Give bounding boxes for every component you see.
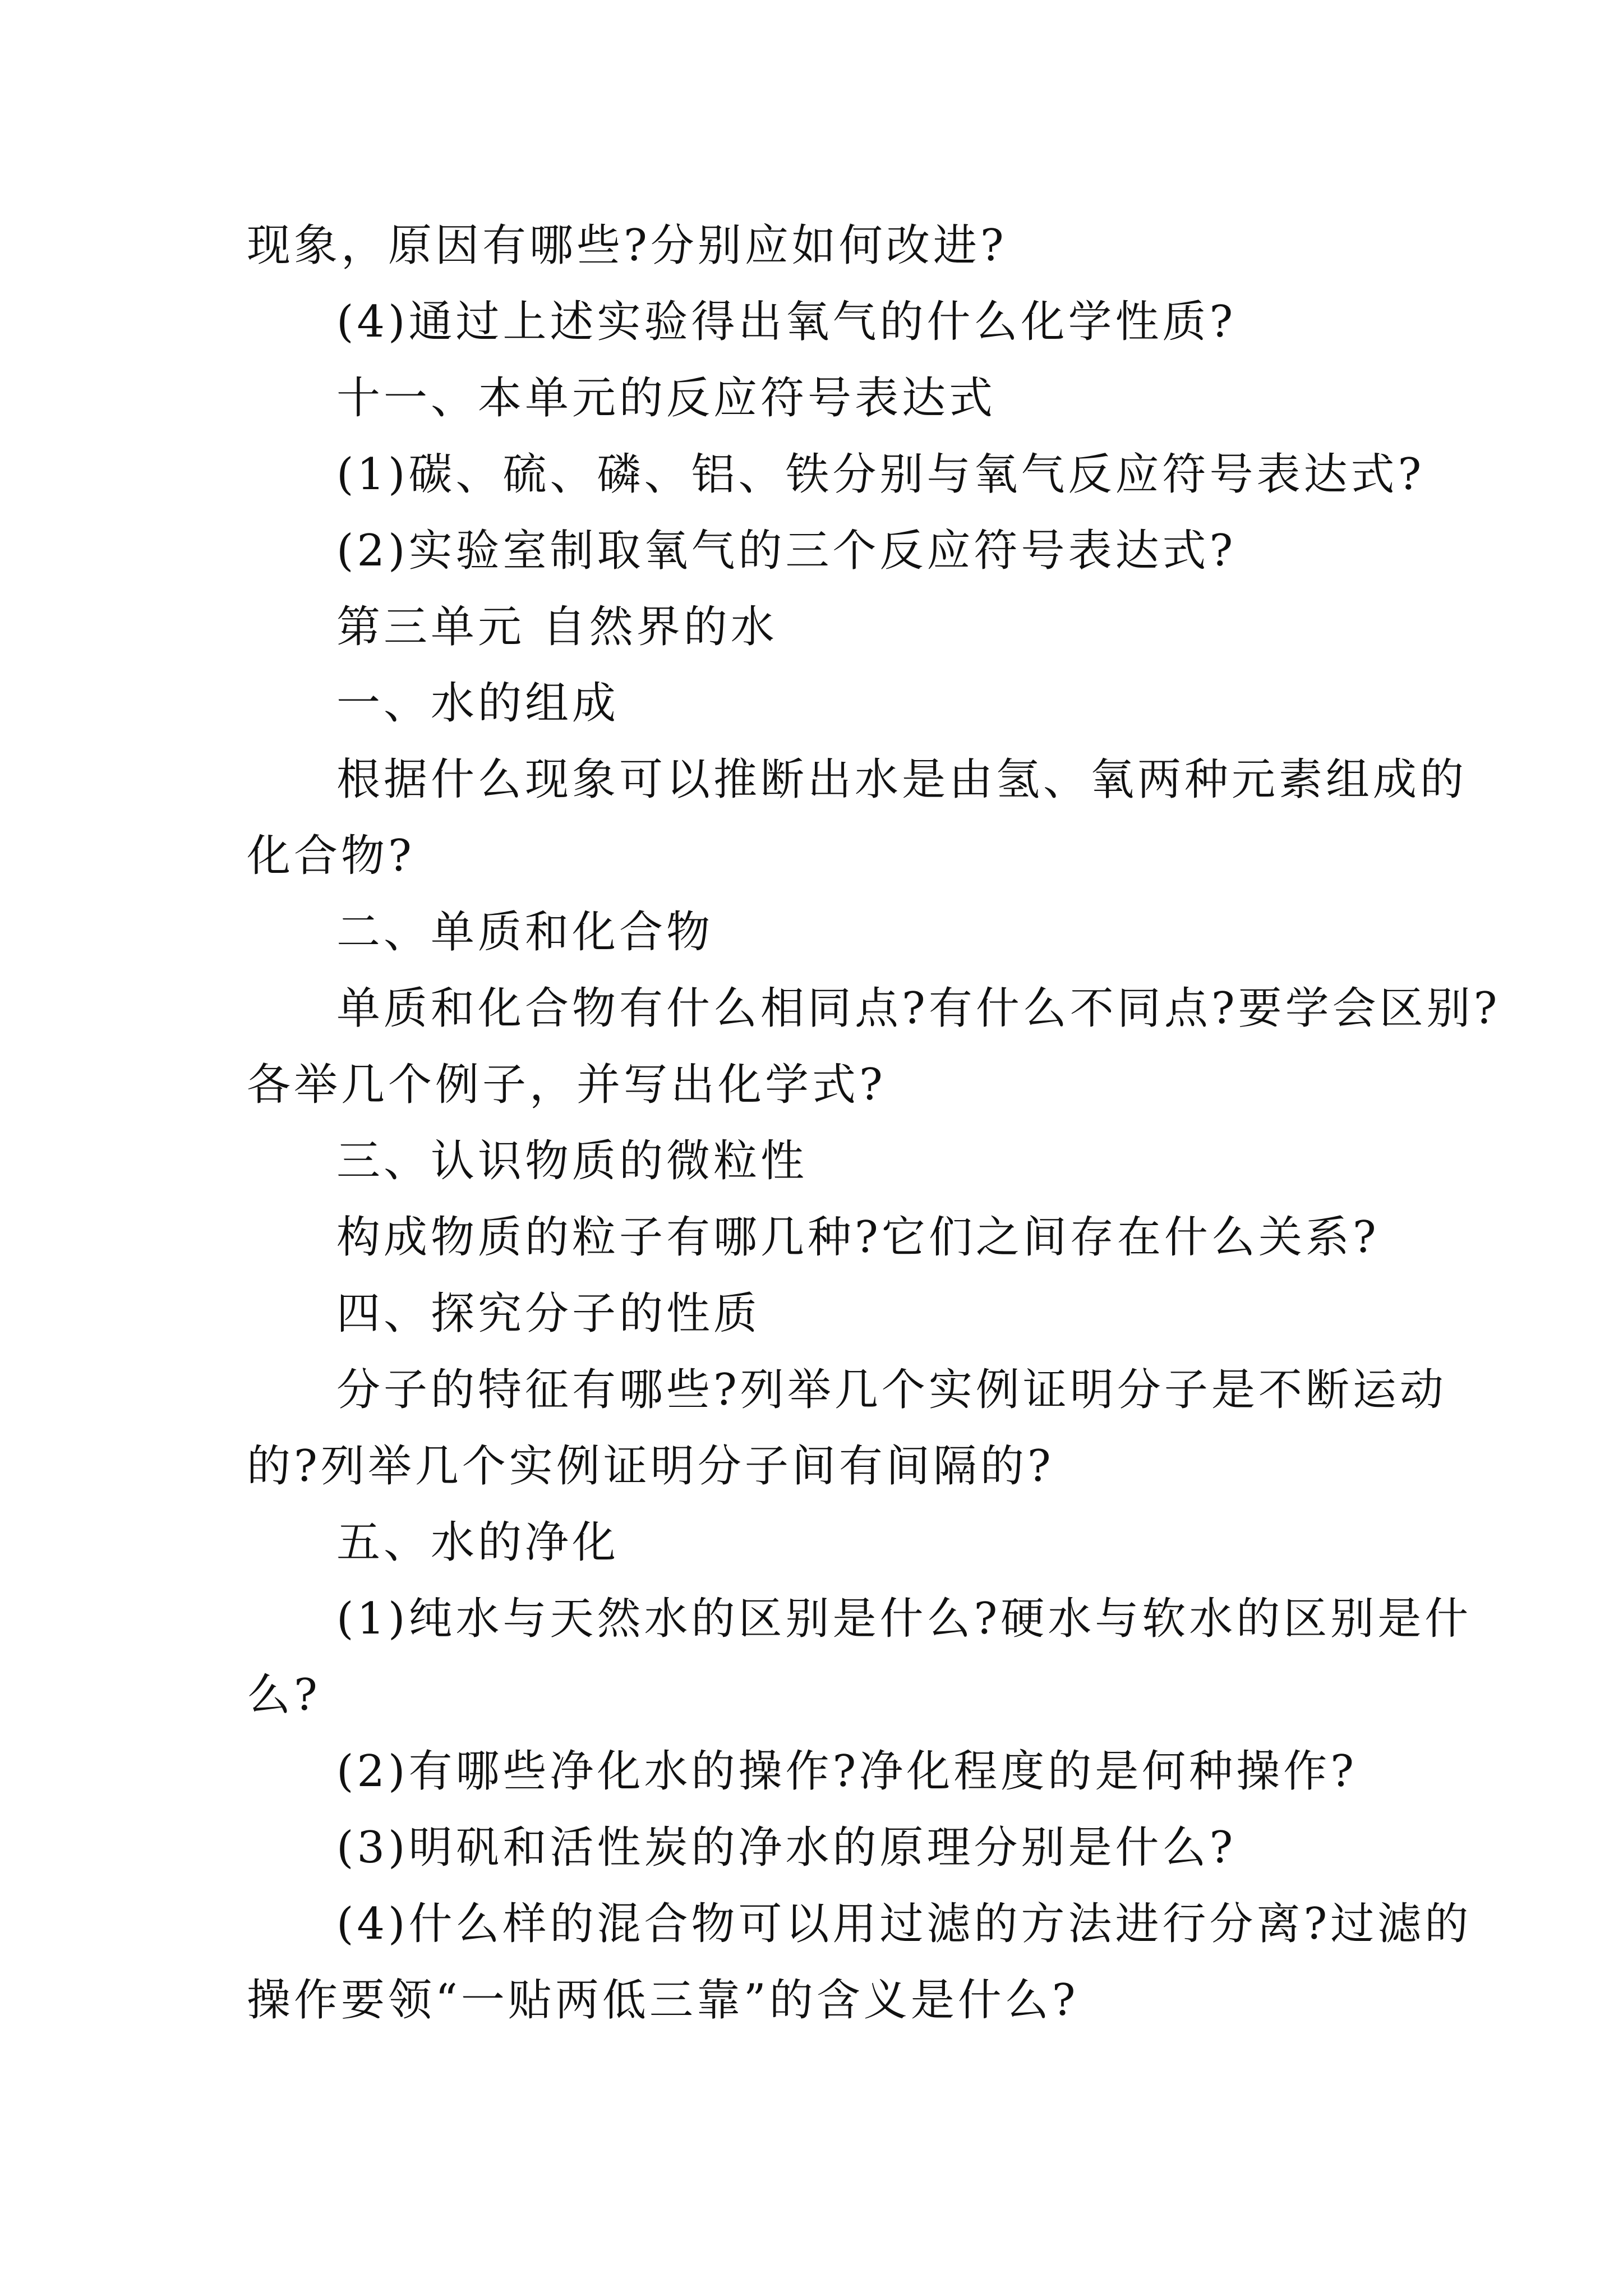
text-line: (1)纯水与天然水的区别是什么?硬水与软水的区别是什	[336, 1594, 1472, 1644]
section-heading: 十一、本单元的反应符号表达式	[336, 373, 997, 424]
text-line: (3)明矾和活性炭的净水的原理分别是什么?	[336, 1823, 1237, 1873]
unit-heading: 第三单元 自然界的水	[336, 602, 778, 652]
text-line: 分子的特征有哪些?列举几个实例证明分子是不断运动	[336, 1365, 1447, 1415]
text-line: (4)什么样的混合物可以用过滤的方法进行分离?过滤的	[336, 1899, 1472, 1949]
text-line: 现象，原因有哪些?分别应如何改进?	[247, 220, 1007, 271]
section-heading: 五、水的净化	[336, 1517, 620, 1568]
text-line: 构成物质的粒子有哪几种?它们之间存在什么关系?	[336, 1212, 1380, 1263]
section-heading: 一、水的组成	[336, 678, 620, 729]
text-line: 化合物?	[247, 831, 415, 881]
text-line: (2)有哪些净化水的操作?净化程度的是何种操作?	[336, 1746, 1358, 1797]
text-line: (4)通过上述实验得出氧气的什么化学性质?	[336, 297, 1237, 347]
text-line: 操作要领“一贴两低三靠”的含义是什么?	[247, 1975, 1079, 2026]
text-line: (2)实验室制取氧气的三个反应符号表达式?	[336, 526, 1237, 576]
section-heading: 四、探究分子的性质	[336, 1289, 761, 1339]
section-heading: 二、单质和化合物	[336, 907, 714, 958]
text-line: 的?列举几个实例证明分子间有间隔的?	[247, 1441, 1054, 1492]
text-line: 单质和化合物有什么相同点?有什么不同点?要学会区别?	[336, 983, 1501, 1034]
text-line: 各举几个例子，并写出化学式?	[247, 1060, 886, 1110]
text-line: 么?	[247, 1670, 321, 1720]
document-body	[247, 208, 1501, 2039]
text-line: 根据什么现象可以推断出水是由氢、氧两种元素组成的	[336, 754, 1468, 805]
section-heading: 三、认识物质的微粒性	[336, 1136, 808, 1186]
text-line: (1)碳、硫、磷、铝、铁分别与氧气反应符号表达式?	[336, 449, 1425, 500]
